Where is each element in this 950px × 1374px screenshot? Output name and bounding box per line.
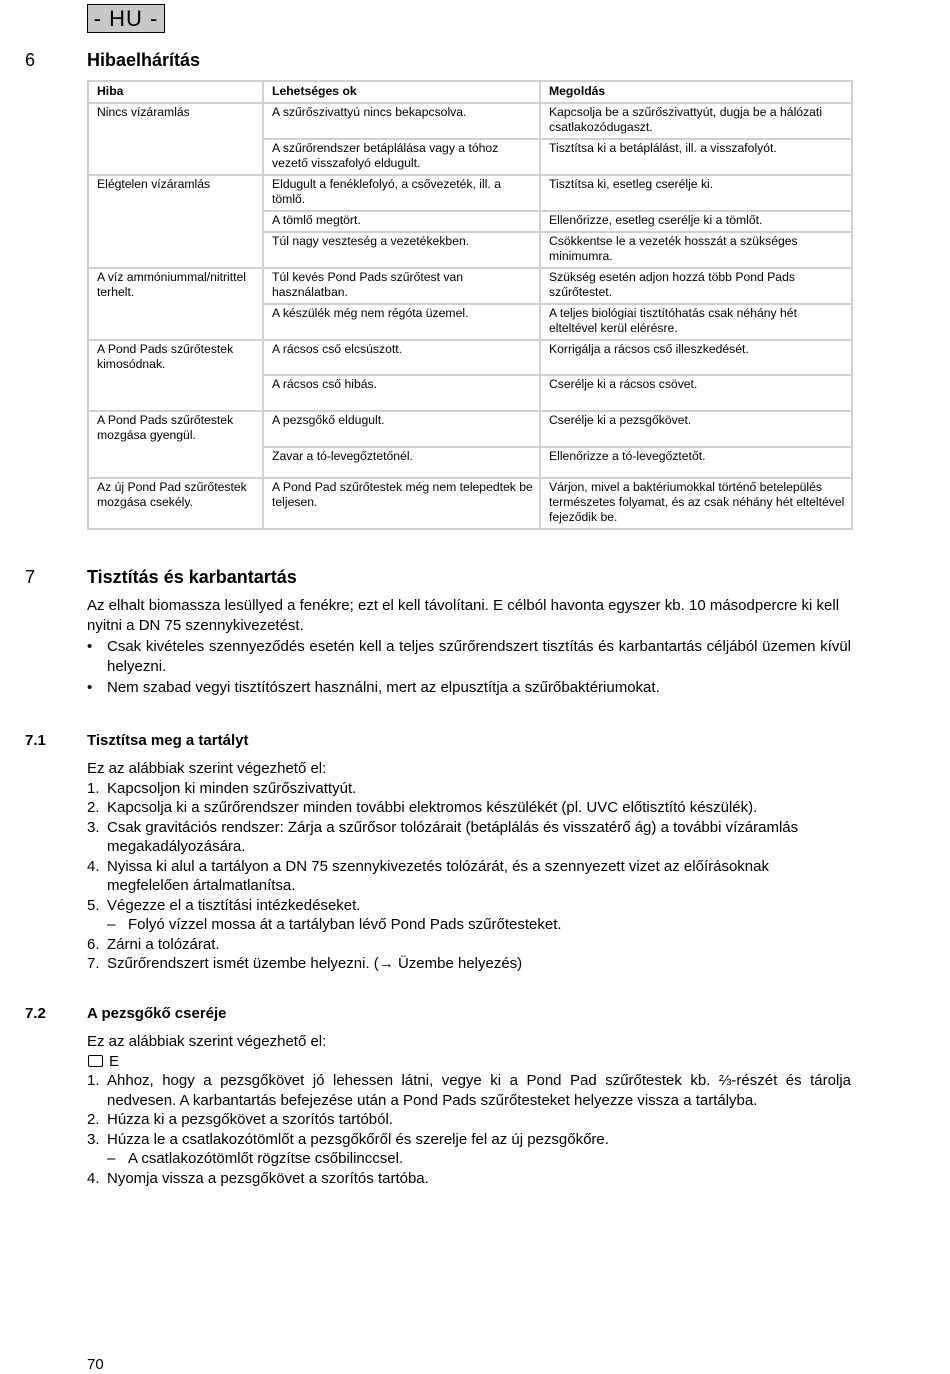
bullet-icon: • [87,679,93,696]
column-header: Hiba [88,81,263,103]
column-header: Megoldás [540,81,852,103]
step-number: 7. [87,955,100,972]
table-cell: Zavar a tó-levegőztetőnél. [263,447,540,478]
sub-step [87,1149,851,1169]
step-number: 3. [87,1130,100,1148]
section-number: 7 [25,567,36,587]
list-item [87,779,851,799]
dash-icon: – [107,916,116,933]
table-cell: A Pond Pad szűrőtestek még nem telepedtek be teljesen. [263,478,540,529]
table-row [88,268,852,304]
table-cell: A teljes biológiai tisztítóhatás csak néhány hét elteltével kerül elérésre. [540,304,852,340]
list-item [87,1071,851,1110]
checkbox-label: E [109,1052,120,1070]
table-cell [88,304,263,340]
list-item [87,818,851,857]
table-row [88,447,852,478]
table-row [88,103,852,139]
step-number: 4. [87,1169,100,1187]
table-cell: A szűrőrendszer betáplálása vagy a tóhoz vezető visszafolyó eldugult. [263,139,540,175]
table-row [88,175,852,211]
column-header: Lehetséges ok [263,81,540,103]
table-cell: Cserélje ki a rácsos csövet. [540,375,852,411]
step-text: Végezze el a tisztítási intézkedéseket. [107,896,361,914]
section-title: Tisztítás és karbantartás [87,567,297,587]
paragraph: Az elhalt biomassza lesüllyed a fenékre; ezt el kell távolítani. E célból havonta egyszer kb. 10 másodpercre ki kell nyitni a DN 75 szennykivezetést. [87,597,840,634]
paragraph: Ez az alábbiak szerint végezhető el: [87,1033,327,1050]
step-number: 2. [87,799,100,816]
section-body [87,596,851,698]
subsection-body [87,759,851,974]
table-cell: Tisztítsa ki, esetleg cserélje ki. [540,175,852,211]
list-item [87,678,851,698]
table-cell [88,447,263,478]
table-cell: A készülék még nem régóta üzemel. [263,304,540,340]
table-cell: Cserélje ki a pezsgőkövet. [540,411,852,447]
step-number: 4. [87,857,100,875]
list-item [87,637,851,676]
step-list [87,1169,851,1189]
list-item [87,857,851,896]
subsection-title: Tisztítsa meg a tartályt [87,732,249,749]
table-cell: Eldugult a fenéklefolyó, a csővezeték, ill. a tömlő. [263,175,540,211]
bullet-list [87,637,851,698]
subsection-body [87,1032,851,1188]
table-row [88,411,852,447]
table-cell: Korrigálja a rácsos cső illeszkedését. [540,340,852,375]
table-cell: Tisztítsa ki a betáplálást, ill. a visszafolyót. [540,139,852,175]
table-cell: A rácsos cső elcsúszott. [263,340,540,375]
table-cell: Csökkentse le a vezeték hosszát a szükséges minimumra. [540,232,852,268]
sub-step [87,915,851,935]
table-cell: Várjon, mivel a baktériumokkal történő betelepülés természetes folyamat, és az csak néhány hét elteltével fejeződik be. [540,478,852,529]
step-list [87,935,851,974]
section-number: 6 [25,50,36,70]
step-number: 3. [87,818,100,836]
step-text: Kapcsolja ki a szűrőrendszer minden további elektromos készülékét (pl. UVC előtisztító készülék). [107,799,758,816]
table-cell: A szűrőszivattyú nincs bekapcsolva. [263,103,540,139]
list-item [87,1130,851,1150]
list-item-text: Csak kivételes szennyeződés esetén kell a teljes szűrőrendszert tisztítás és karbantartás céljából üzemen kívül helyezni. [107,638,851,675]
dash-icon: – [107,1150,116,1167]
step-text: Csak gravitációs rendszer: Zárja a szűrősor tolózárait (betáplálás és visszatérő ág) a további vízáramlás megakadályozására. [107,818,799,855]
table-cell [88,139,263,175]
table-cell: Nincs vízáramlás [88,103,263,139]
step-number: 1. [87,1072,100,1089]
step-text: Zárni a tolózárat. [107,935,220,953]
table-cell: A víz ammóniummal/nitrittel terhelt. [88,268,263,304]
table-row [88,375,852,411]
sub-step-text: Folyó vízzel mossa át a tartályban lévő Pond Pads szűrőtesteket. [128,916,562,933]
step-text: Nyomja vissza a pezsgőkövet a szorítós tartóba. [107,1169,429,1187]
bullet-icon: • [87,638,93,655]
table-cell: A Pond Pads szűrőtestek mozgása gyengül. [88,411,263,447]
troubleshooting-table [87,80,853,530]
table-row [88,304,852,340]
sub-step-text: A csatlakozótömlőt rögzítse csőbilinccsel. [128,1150,404,1167]
table-cell [88,375,263,411]
table-row [88,232,852,268]
table-row [88,478,852,529]
table-row [88,139,852,175]
table-cell: Ellenőrizze a tó-levegőztetőt. [540,447,852,478]
table-cell [88,211,263,232]
language-badge: - HU - [87,4,165,33]
list-item [87,954,851,974]
table-cell [88,232,263,268]
paragraph: Ez az alábbiak szerint végezhető el: [87,760,327,777]
list-item [87,935,851,955]
table-cell: Kapcsolja be a szűrőszivattyút, dugja be a hálózati csatlakozódugaszt. [540,103,852,139]
checkbox-icon [88,1055,103,1067]
table-header-row [88,81,852,103]
step-list [87,779,851,916]
list-item [87,896,851,916]
table-cell: Az új Pond Pad szűrőtestek mozgása csekély. [88,478,263,529]
step-text: Kapcsoljon ki minden szűrőszivattyút. [107,779,357,797]
subsection-number: 7.1 [25,732,46,749]
subsection-number: 7.2 [25,1005,46,1022]
table-cell: A Pond Pads szűrőtestek kimosódnak. [88,340,263,375]
table-cell: A rácsos cső hibás. [263,375,540,411]
step-text: Húzza le a csatlakozótömlőt a pezsgőkőről és szerelje fel az új pezsgőkőre. [107,1130,609,1148]
step-text: Ahhoz, hogy a pezsgőkövet jó lehessen látni, vegye ki a Pond Pad szűrőtestek kb. ⅔-részét és tárolja nedvesen. A karbantartás befejezése után a Pond Pads szűrőtesteket helyezze vissza a tartályba. [107,1072,851,1109]
checkbox-line [87,1052,851,1072]
table-cell: A pezsgőkő eldugult. [263,411,540,447]
page-number: 70 [87,1356,104,1373]
step-number: 1. [87,779,100,797]
table-cell: Szükség esetén adjon hozzá több Pond Pads szűrőtestet. [540,268,852,304]
step-list [87,1071,851,1149]
step-number: 2. [87,1111,100,1128]
list-item-text: Nem szabad vegyi tisztítószert használni, mert az elpusztítja a szűrőbaktériumokat. [107,679,660,696]
table-cell: Túl nagy veszteség a vezetékekben. [263,232,540,268]
step-text: Szűrőrendszert ismét üzembe helyezni. (→ Üzembe helyezés) [107,955,523,972]
step-number: 5. [87,896,100,914]
step-text: Húzza ki a pezsgőkövet a szorítós tartóból. [107,1111,393,1128]
step-text: Nyissa ki alul a tartályon a DN 75 szennykivezetés tolózárát, és a szennyezett vizet az előírásoknak megfelelően ártalmatlanítsa. [107,857,769,894]
subsection-title: A pezsgőkő cseréje [87,1005,227,1022]
step-number: 6. [87,935,100,953]
list-item [87,1110,851,1130]
table-row [88,211,852,232]
table-cell: A tömlő megtört. [263,211,540,232]
table-row [88,340,852,375]
list-item [87,798,851,818]
table-cell: Ellenőrizze, esetleg cserélje ki a tömlőt. [540,211,852,232]
table-cell: Túl kevés Pond Pads szűrőtest van használatban. [263,268,540,304]
table-cell: Elégtelen vízáramlás [88,175,263,211]
list-item [87,1169,851,1189]
section-title: Hibaelhárítás [87,50,201,70]
